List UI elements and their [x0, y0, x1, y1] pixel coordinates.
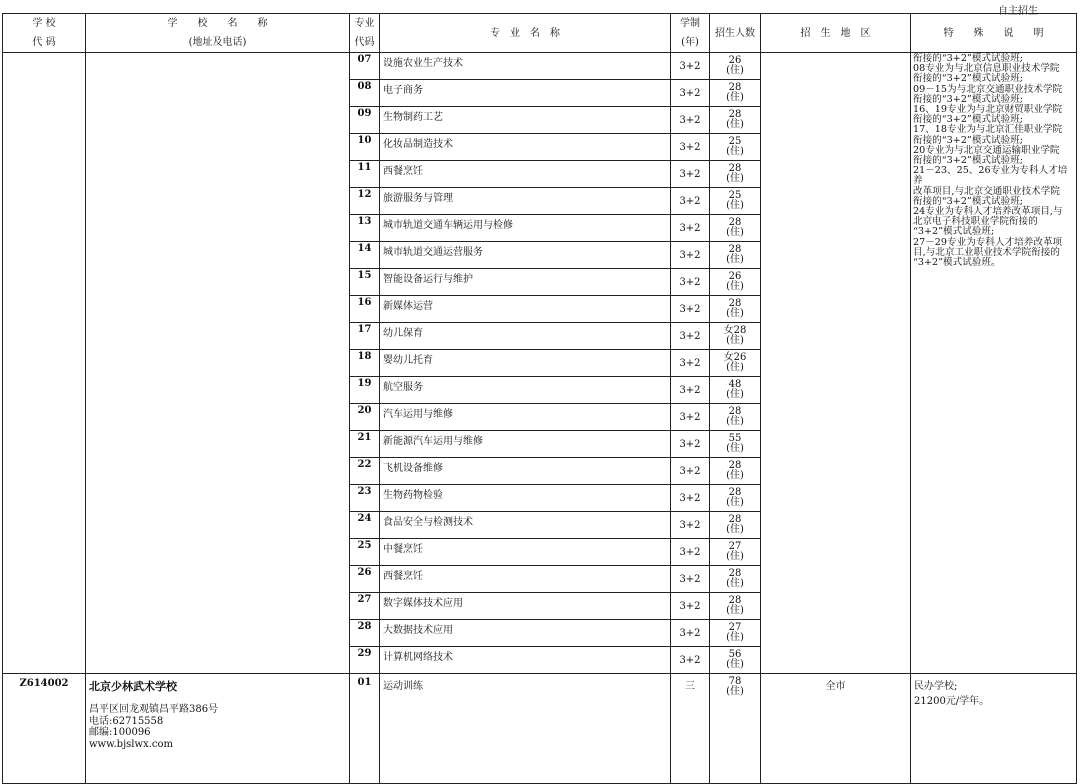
top-note: 自主招生 — [998, 6, 1038, 17]
major-code: 13 — [350, 215, 380, 242]
school2-region: 全市 — [761, 674, 911, 784]
major-years: 3+2 — [671, 215, 710, 242]
major-count — [710, 458, 761, 485]
major-code: 27 — [350, 593, 380, 620]
major-code: 16 — [350, 296, 380, 323]
major-code: 20 — [350, 404, 380, 431]
major-count-value: 26 — [728, 55, 742, 66]
major-years: 3+2 — [671, 242, 710, 269]
header-major-name: 专 业 名 称 — [380, 14, 671, 53]
major-board: (住) — [726, 497, 744, 508]
major-count-value: 28 — [728, 244, 742, 255]
note-line: 改革项目,与北京交通职业技术学院 — [913, 185, 1060, 197]
major-code: 29 — [350, 647, 380, 674]
major-count — [710, 107, 761, 134]
major-name: 汽车运用与维修 — [380, 404, 671, 431]
major-years: 3+2 — [671, 539, 710, 566]
major-years: 3+2 — [671, 458, 710, 485]
major-code: 08 — [350, 80, 380, 107]
major-years: 3+2 — [671, 431, 710, 458]
major-years: 3+2 — [671, 620, 710, 647]
major-name: 数字媒体技术应用 — [380, 593, 671, 620]
note-line: 20专业为与北京交通运输职业学院 — [913, 144, 1060, 156]
major-count — [710, 161, 761, 188]
note-line: 17、18专业为与北京汇佳职业学院 — [913, 124, 1063, 136]
school2-count — [710, 674, 761, 784]
note-line: “3+2”模式试验班; — [913, 226, 995, 238]
major-count-value: 28 — [728, 487, 742, 498]
major-count — [710, 377, 761, 404]
major-count-value: 28 — [728, 109, 742, 120]
major-count-value: 28 — [728, 514, 742, 525]
major-count — [710, 53, 761, 80]
enrollment-table — [2, 13, 1077, 784]
note-line: “3+2”模式试验班。 — [913, 257, 1001, 269]
major-code: 22 — [350, 458, 380, 485]
note-line: 09－15为与北京交通职业技术学院 — [913, 83, 1063, 95]
major-name: 西餐烹饪 — [380, 566, 671, 593]
header-major-code-line1: 专业 — [354, 18, 375, 29]
note-line: 衔接的“3+2”模式试验班; — [913, 134, 1024, 146]
table-row — [3, 53, 1077, 80]
major-years: 3+2 — [671, 80, 710, 107]
note-line: 北京电子科技职业学院衔接的 — [913, 216, 1038, 228]
major-name: 新媒体运营 — [380, 296, 671, 323]
major-code: 24 — [350, 512, 380, 539]
major-board: (住) — [726, 632, 744, 643]
major-count-value: 28 — [728, 298, 742, 309]
major-name: 智能设备运行与维护 — [380, 269, 671, 296]
major-name: 生物药物检验 — [380, 485, 671, 512]
header-major-code — [350, 14, 380, 53]
major-count-value: 56 — [728, 649, 742, 660]
major-count-value: 28 — [728, 217, 742, 228]
note-line: 衔接的“3+2”模式试验班; — [913, 155, 1024, 167]
school2-phone: 电话:62715558 — [89, 715, 164, 727]
major-name: 航空服务 — [380, 377, 671, 404]
major-count — [710, 269, 761, 296]
major-years: 3+2 — [671, 323, 710, 350]
majors-body — [3, 53, 1077, 674]
school2-board: (住) — [726, 686, 744, 697]
major-board: (住) — [726, 308, 744, 319]
header-enroll: 招生人数 — [710, 14, 761, 53]
note-line: 衔接的“3+2”模式试验班; — [913, 53, 1024, 64]
major-board: (住) — [726, 281, 744, 292]
header-school-code-line1: 学 校 — [32, 18, 56, 29]
major-years: 3+2 — [671, 134, 710, 161]
major-board: (住) — [726, 416, 744, 427]
major-code: 17 — [350, 323, 380, 350]
major-board: (住) — [726, 524, 744, 535]
major-code: 15 — [350, 269, 380, 296]
note-line: 21－23、25、26专业为专科人才培养 — [913, 165, 1068, 187]
major-board: (住) — [726, 659, 744, 670]
major-board: (住) — [726, 173, 744, 184]
major-code: 10 — [350, 134, 380, 161]
major-board: (住) — [726, 146, 744, 157]
major-years: 3+2 — [671, 53, 710, 80]
major-count — [710, 485, 761, 512]
major-count-value: 28 — [728, 163, 742, 174]
header-school-name — [86, 14, 350, 53]
major-count — [710, 431, 761, 458]
header-region: 招 生 地 区 — [761, 14, 911, 53]
major-name: 大数据技术应用 — [380, 620, 671, 647]
major-years: 3+2 — [671, 269, 710, 296]
school2-code: Z614002 — [3, 674, 86, 784]
header-school-name-line2: (地址及电话) — [188, 37, 247, 48]
note-line: 目,与北京工业职业技术学院衔接的 — [913, 246, 1060, 258]
major-count — [710, 512, 761, 539]
major-board: (住) — [726, 605, 744, 616]
major-count — [710, 188, 761, 215]
major-name: 计算机网络技术 — [380, 647, 671, 674]
note-line: 27－29专业为专科人才培养改革项 — [913, 236, 1063, 248]
major-years: 3+2 — [671, 107, 710, 134]
note-line: 24专业为专科人才培养改革项目,与 — [913, 206, 1063, 218]
major-board: (住) — [726, 119, 744, 130]
note-line: 衔接的“3+2”模式试验班; — [913, 93, 1024, 105]
major-count — [710, 647, 761, 674]
school2-years: 三 — [671, 674, 710, 784]
school2-website: www.bjslwx.com — [89, 738, 173, 750]
note-line: 衔接的“3+2”模式试验班; — [913, 114, 1024, 126]
school2-note-line: 民办学校; — [914, 681, 958, 692]
major-board: (住) — [726, 92, 744, 103]
major-name: 中餐烹饪 — [380, 539, 671, 566]
major-name: 幼儿保育 — [380, 323, 671, 350]
major-name: 旅游服务与管理 — [380, 188, 671, 215]
major-years: 3+2 — [671, 377, 710, 404]
school2-postcode: 邮编:100096 — [89, 727, 151, 738]
school2-contact — [89, 704, 346, 750]
major-count-value: 28 — [728, 460, 742, 471]
major-code: 28 — [350, 620, 380, 647]
note-line: 08专业为与北京信息职业技术学院 — [913, 63, 1060, 75]
note-line: 衔接的“3+2”模式试验班; — [913, 195, 1024, 207]
major-board: (住) — [726, 335, 744, 346]
major-board: (住) — [726, 227, 744, 238]
major-years: 3+2 — [671, 485, 710, 512]
school2-major-code: 01 — [350, 674, 380, 784]
table-row-school2 — [3, 674, 1077, 784]
major-code: 19 — [350, 377, 380, 404]
major-code: 09 — [350, 107, 380, 134]
major-count-value: 28 — [728, 568, 742, 579]
major-name: 新能源汽车运用与维修 — [380, 431, 671, 458]
major-board: (住) — [726, 362, 744, 373]
school2-info — [86, 674, 350, 784]
major-years: 3+2 — [671, 350, 710, 377]
major-count-value: 女28 — [723, 325, 747, 336]
header-school-code — [3, 14, 86, 53]
major-name: 城市轨道交通运营服务 — [380, 242, 671, 269]
major-count — [710, 80, 761, 107]
note-line: 衔接的“3+2”模式试验班; — [913, 73, 1024, 85]
major-name: 飞机设备维修 — [380, 458, 671, 485]
major-count — [710, 593, 761, 620]
school2-major-name: 运动训练 — [380, 674, 671, 784]
major-name: 生物制药工艺 — [380, 107, 671, 134]
header-row — [3, 14, 1077, 53]
major-count — [710, 296, 761, 323]
major-years: 3+2 — [671, 512, 710, 539]
major-years: 3+2 — [671, 566, 710, 593]
major-count-value: 28 — [728, 406, 742, 417]
major-name: 城市轨道交通车辆运用与检修 — [380, 215, 671, 242]
major-name: 电子商务 — [380, 80, 671, 107]
major-count — [710, 323, 761, 350]
major-name: 西餐烹饪 — [380, 161, 671, 188]
major-name: 设施农业生产技术 — [380, 53, 671, 80]
major-name: 婴幼儿托育 — [380, 350, 671, 377]
major-board: (住) — [726, 443, 744, 454]
major-count-value: 28 — [728, 82, 742, 93]
major-count — [710, 539, 761, 566]
header-years-line2: (年) — [681, 37, 699, 48]
major-count — [710, 215, 761, 242]
major-count-value: 25 — [728, 190, 742, 201]
school2-notes — [911, 674, 1077, 784]
header-notes: 特 殊 说 明 — [911, 14, 1077, 53]
major-count-value: 26 — [728, 271, 742, 282]
major-count-value: 27 — [728, 622, 742, 633]
major-count-value: 女26 — [723, 352, 747, 363]
major-code: 21 — [350, 431, 380, 458]
major-code: 26 — [350, 566, 380, 593]
school2-note-line: 21200元/学年。 — [914, 696, 990, 707]
major-board: (住) — [726, 65, 744, 76]
header-school-code-line2: 代 码 — [32, 37, 56, 48]
major-count — [710, 134, 761, 161]
major-board: (住) — [726, 200, 744, 211]
header-years — [671, 14, 710, 53]
header-years-line1: 学制 — [680, 18, 700, 29]
school1-region — [761, 53, 911, 674]
school2-address: 昌平区回龙观镇昌平路386号 — [89, 704, 219, 715]
major-count-value: 55 — [728, 433, 742, 444]
major-count-value: 28 — [728, 595, 742, 606]
major-years: 3+2 — [671, 404, 710, 431]
major-code: 18 — [350, 350, 380, 377]
major-code: 11 — [350, 161, 380, 188]
major-count — [710, 350, 761, 377]
major-count-value: 27 — [728, 541, 742, 552]
major-count — [710, 620, 761, 647]
major-code: 12 — [350, 188, 380, 215]
major-code: 23 — [350, 485, 380, 512]
header-major-code-line2: 代码 — [354, 37, 375, 48]
major-name: 食品安全与检测技术 — [380, 512, 671, 539]
major-years: 3+2 — [671, 296, 710, 323]
note-line: 16、19专业为与北京财贸职业学院 — [913, 104, 1063, 116]
major-name: 化妆品制造技术 — [380, 134, 671, 161]
major-code: 07 — [350, 53, 380, 80]
major-code: 14 — [350, 242, 380, 269]
header-school-name-line1: 学 校 名 称 — [167, 18, 268, 29]
school2-body — [3, 674, 1077, 784]
school2-count-value: 78 — [728, 676, 742, 687]
major-board: (住) — [726, 389, 744, 400]
major-board: (住) — [726, 551, 744, 562]
major-years: 3+2 — [671, 647, 710, 674]
major-years: 3+2 — [671, 593, 710, 620]
major-board: (住) — [726, 470, 744, 481]
major-years: 3+2 — [671, 161, 710, 188]
major-count — [710, 404, 761, 431]
school1-info — [86, 53, 350, 674]
major-count-value: 25 — [728, 136, 742, 147]
major-count — [710, 566, 761, 593]
major-board: (住) — [726, 254, 744, 265]
major-years: 3+2 — [671, 188, 710, 215]
major-code: 25 — [350, 539, 380, 566]
major-count-value: 48 — [728, 379, 742, 390]
major-count — [710, 242, 761, 269]
school1-code — [3, 53, 86, 674]
major-board: (住) — [726, 578, 744, 589]
school1-notes — [911, 53, 1077, 674]
school2-name: 北京少林武术学校 — [89, 680, 177, 693]
